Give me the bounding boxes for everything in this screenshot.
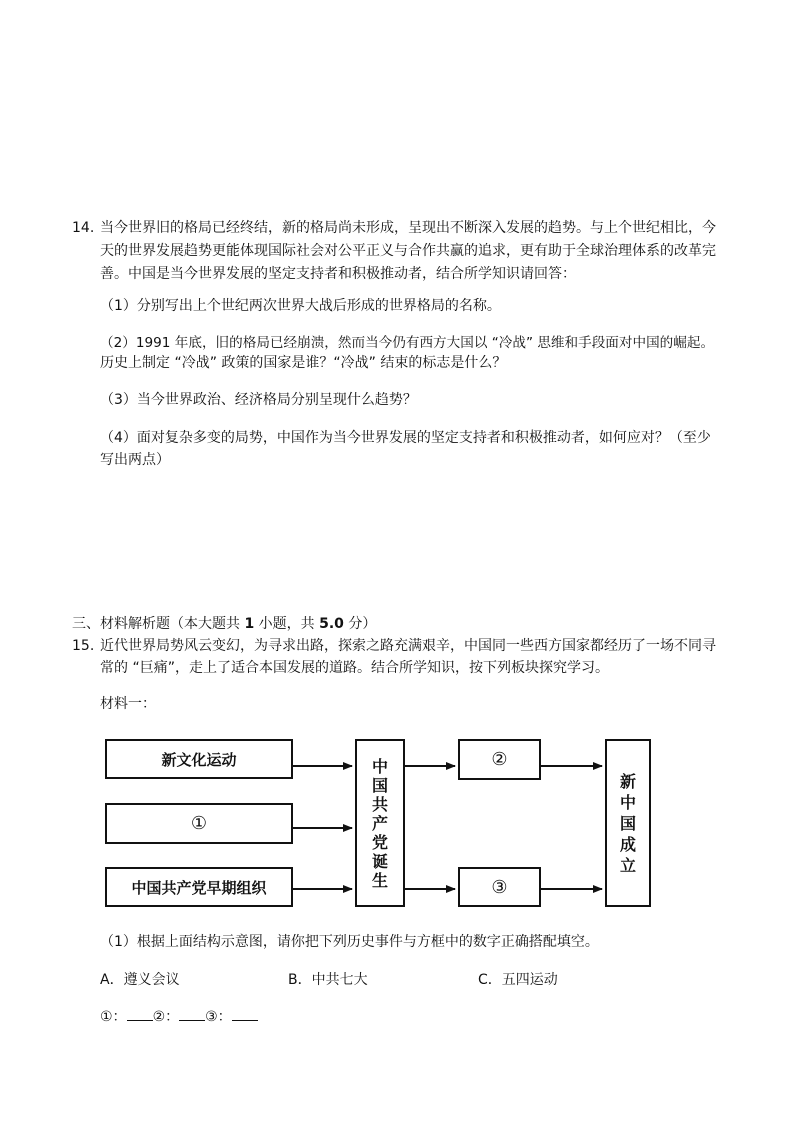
box-new-culture-movement: 新文化运动: [105, 739, 293, 779]
q15-sub1: （1）根据上面结构示意图，请你把下列历史事件与方框中的数字正确搭配填空。: [100, 934, 599, 950]
blank-2[interactable]: [179, 1006, 205, 1021]
option-c: C．五四运动: [478, 972, 558, 988]
q14-sub3: （3）当今世界政治、经济格局分别呈现什么趋势？: [100, 392, 417, 408]
blank-3[interactable]: [232, 1006, 258, 1021]
q14-stem-line-3: 善。中国是当今世界发展的坚定支持者和积极推动者，结合所学知识请回答：: [100, 266, 576, 282]
box-blank-1: ①: [105, 803, 293, 844]
q14-stem-line-2: 天的世界发展趋势更能体现国际社会对公平正义与合作共赢的追求，更有助于全球治理体系的改革完: [100, 243, 716, 259]
section3-title: 三、材料解析题（本大题共 1 小题，共 5.0 分）: [72, 616, 377, 632]
q14-sub4-line-2: 写出两点）: [100, 452, 170, 468]
option-a: A．遵义会议: [100, 972, 180, 988]
q15-number: 15.: [72, 638, 95, 654]
material-label: 材料一：: [100, 696, 156, 712]
q14-stem-line-1: 当今世界旧的格局已经终结，新的格局尚未形成，呈现出不断深入发展的趋势。与上个世纪相比，今: [100, 220, 716, 236]
blank-1[interactable]: [127, 1006, 153, 1021]
box-blank-2: ②: [458, 739, 541, 780]
box-new-china-founded: 新 中 国 成 立: [605, 739, 651, 907]
q15-stem-line-2: 常的 “巨痛”，走上了适合本国发展的道路。结合所学知识，按下列板块探究学习。: [100, 660, 609, 676]
fill-in-line: ①： ②： ③：: [100, 1006, 258, 1027]
box-early-cpc-organizations: 中国共产党早期组织: [105, 867, 293, 907]
option-b: B．中共七大: [288, 972, 368, 988]
q14-number: 14.: [72, 220, 95, 236]
box-blank-3: ③: [458, 867, 541, 907]
q14-sub2-line-2: 历史上制定 “冷战” 政策的国家是谁？“冷战” 结束的标志是什么？: [100, 355, 507, 371]
q14-sub1: （1）分别写出上个世纪两次世界大战后形成的世界格局的名称。: [100, 298, 501, 314]
q15-stem-line-1: 近代世界局势风云变幻，为寻求出路，探索之路充满艰辛，中国同一些西方国家都经历了一场不同寻: [100, 638, 716, 654]
q14-sub2-line-1: （2）1991 年底，旧的格局已经崩溃，然而当今仍有西方大国以 “冷战” 思维和手段面对中国的崛起。: [100, 335, 715, 351]
box-cpc-founded: 中 国 共 产 党 诞 生: [355, 739, 405, 907]
q14-sub4-line-1: （4）面对复杂多变的局势，中国作为当今世界发展的坚定支持者和积极推动者，如何应对？（至少: [100, 430, 711, 446]
